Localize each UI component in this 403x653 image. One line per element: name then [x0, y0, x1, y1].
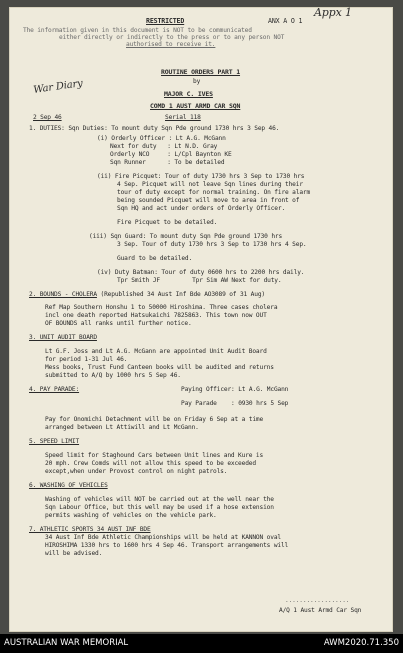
fire-picquet-detailed: Fire Picquet to be detailed. [117, 219, 218, 226]
audit-line-4: submitted to A/Q by 1000 hrs 5 Sep 46. [45, 372, 181, 379]
washing-line-2: Sqn Labour Office, but this well may be used if a hose extension [45, 504, 274, 511]
orderly-officer-line: (i) Orderly Officer : Lt A.G. McGann [97, 135, 226, 142]
issuing-officer: MAJOR C. IVES [164, 90, 213, 98]
sqn-guard-detailed: Guard to be detailed. [117, 255, 193, 262]
sqn-guard-line-1: (iii) Sqn Guard: To mount duty Sqn Pde ground 1730 hrs [89, 233, 283, 240]
section-6-heading: 6. WASHING OF VEHICLES [29, 482, 108, 489]
section-3-heading: 3. UNIT AUDIT BOARD [29, 334, 97, 341]
audit-line-3: Mess books, Trust Fund Canteen books will be audited and returns [45, 364, 274, 371]
sports-line-2: HIROSHIMA 1330 hrs to 1600 hrs 4 Sep 46. Transport arrangements will [45, 542, 289, 549]
notice-line-1: The information given in this document is NOT to be communicated [23, 27, 252, 34]
speed-line-3: except,when under Provost control on night patrols. [45, 468, 228, 475]
issuing-unit: COMD 1 AUST ARMD CAR SQN [150, 102, 241, 110]
duty-batman-line-2: Tpr Smith JF Tpr Sim AW Next for duty. [117, 277, 282, 284]
audit-line-1: Lt G.F. Joss and Lt A.G. McGann are appointed Unit Audit Board [45, 348, 267, 355]
section-2-heading-note: (Republished 34 Aust Inf Bde AO3089 of 31 Aug) [100, 291, 265, 298]
sports-line-3: will be advised. [45, 550, 103, 557]
washing-line-1: Washing of vehicles will NOT be carried out at the well near the [45, 496, 274, 503]
signature-dots: .................. [285, 597, 350, 604]
section-2-heading [29, 291, 265, 298]
notice-line-2: either directly or indirectly to the press or to any person NOT [59, 34, 285, 41]
speed-line-1: Speed limit for Staghound Cars between Unit lines and Kure is [45, 452, 264, 459]
orderly-nco-line: Orderly NCO : L/Cpl Baynton KE [110, 151, 232, 158]
annex-reference: ANX A O 1 [268, 17, 303, 25]
cholera-line-3: OF BOUNDS all ranks until further notice. [45, 320, 192, 327]
archive-footer-bar [0, 634, 403, 653]
section-4-heading: 4. PAY PARADE: [29, 386, 80, 393]
sqn-guard-line-2: 3 Sep. Tour of duty 1730 hrs 3 Sep to 1730 hrs 4 Sep. [117, 241, 307, 248]
document-page [9, 7, 393, 632]
washing-line-3: permits washing of vehicles on the vehicle park. [45, 512, 217, 519]
sports-line-1: 34 Aust Inf Bde Athletic Championships will be held at KANNON oval [45, 534, 281, 541]
cholera-line-1: Ref Map Southern Honshu 1 to 50000 Hiroshima. Three cases cholera [45, 304, 278, 311]
section-5-heading: 5. SPEED LIMIT [29, 438, 80, 445]
fire-picquet-line-3: tour of duty except for normal training. On fire alarm [117, 189, 311, 196]
section-7-heading: 7. ATHLETIC SPORTS 34 AUST INF BDE [29, 526, 151, 533]
document-title: ROUTINE ORDERS PART 1 [161, 68, 241, 76]
restricted-marking: RESTRICTED [146, 17, 185, 25]
pay-parade-line: Pay Parade : 0930 hrs 5 Sep [181, 400, 289, 407]
archive-accession-number: AWM2020.71.350 [323, 638, 399, 648]
duty-batman-line-1: (iv) Duty Batman: Tour of duty 0600 hrs to 2200 hrs daily. [97, 269, 305, 276]
next-for-duty-line: Next for duty : Lt N.D. Gray [110, 143, 218, 150]
signature-block: A/Q 1 Aust Armd Car Sqn [279, 607, 362, 614]
speed-line-2: 20 mph. Crew Comds will not allow this speed to be exceeded [45, 460, 256, 467]
sqn-runner-line: Sqn Runner : To be detailed [110, 159, 225, 166]
pay-line-2: arranged between Lt Attiwill and Lt McGann. [45, 424, 199, 431]
order-date: 2 Sep 46 [33, 114, 62, 121]
section-1-heading: 1. DUTIES: Sqn Duties: To mount duty Sqn Pde ground 1730 hrs 3 Sep 46. [29, 125, 280, 132]
paying-officer-line: Paying Officer: Lt A.G. McGann [181, 386, 289, 393]
fire-picquet-line-2: 4 Sep. Picquet will not leave Sqn lines during their [117, 181, 303, 188]
section-2-heading-title: 2. BOUNDS - CHOLERA [29, 291, 97, 298]
pay-line-1: Pay for Onomichi Detachment will be on Friday 6 Sep at a time [45, 416, 264, 423]
cholera-line-2: incl one death reported Hatsukaichi 7825863. This town now OUT [45, 312, 267, 319]
fire-picquet-line-1: (ii) Fire Picquet: Tour of duty 1730 hrs 3 Sep to 1730 hrs [97, 173, 305, 180]
handwritten-appendix-note: Appx 1 [314, 7, 352, 19]
handwritten-war-diary-note: War Diary [32, 78, 84, 96]
notice-line-3: authorised to receive it. [126, 41, 216, 48]
archive-name: AUSTRALIAN WAR MEMORIAL [4, 638, 129, 648]
serial-number: Serial 118 [165, 114, 201, 121]
fire-picquet-line-5: Sqn HQ and act under orders of Orderly Officer. [117, 205, 286, 212]
fire-picquet-line-4: being sounded Picquet will move to area in front of [117, 197, 300, 204]
audit-line-2: for period 1-31 Jul 46. [45, 356, 128, 363]
title-by: by [193, 78, 201, 85]
